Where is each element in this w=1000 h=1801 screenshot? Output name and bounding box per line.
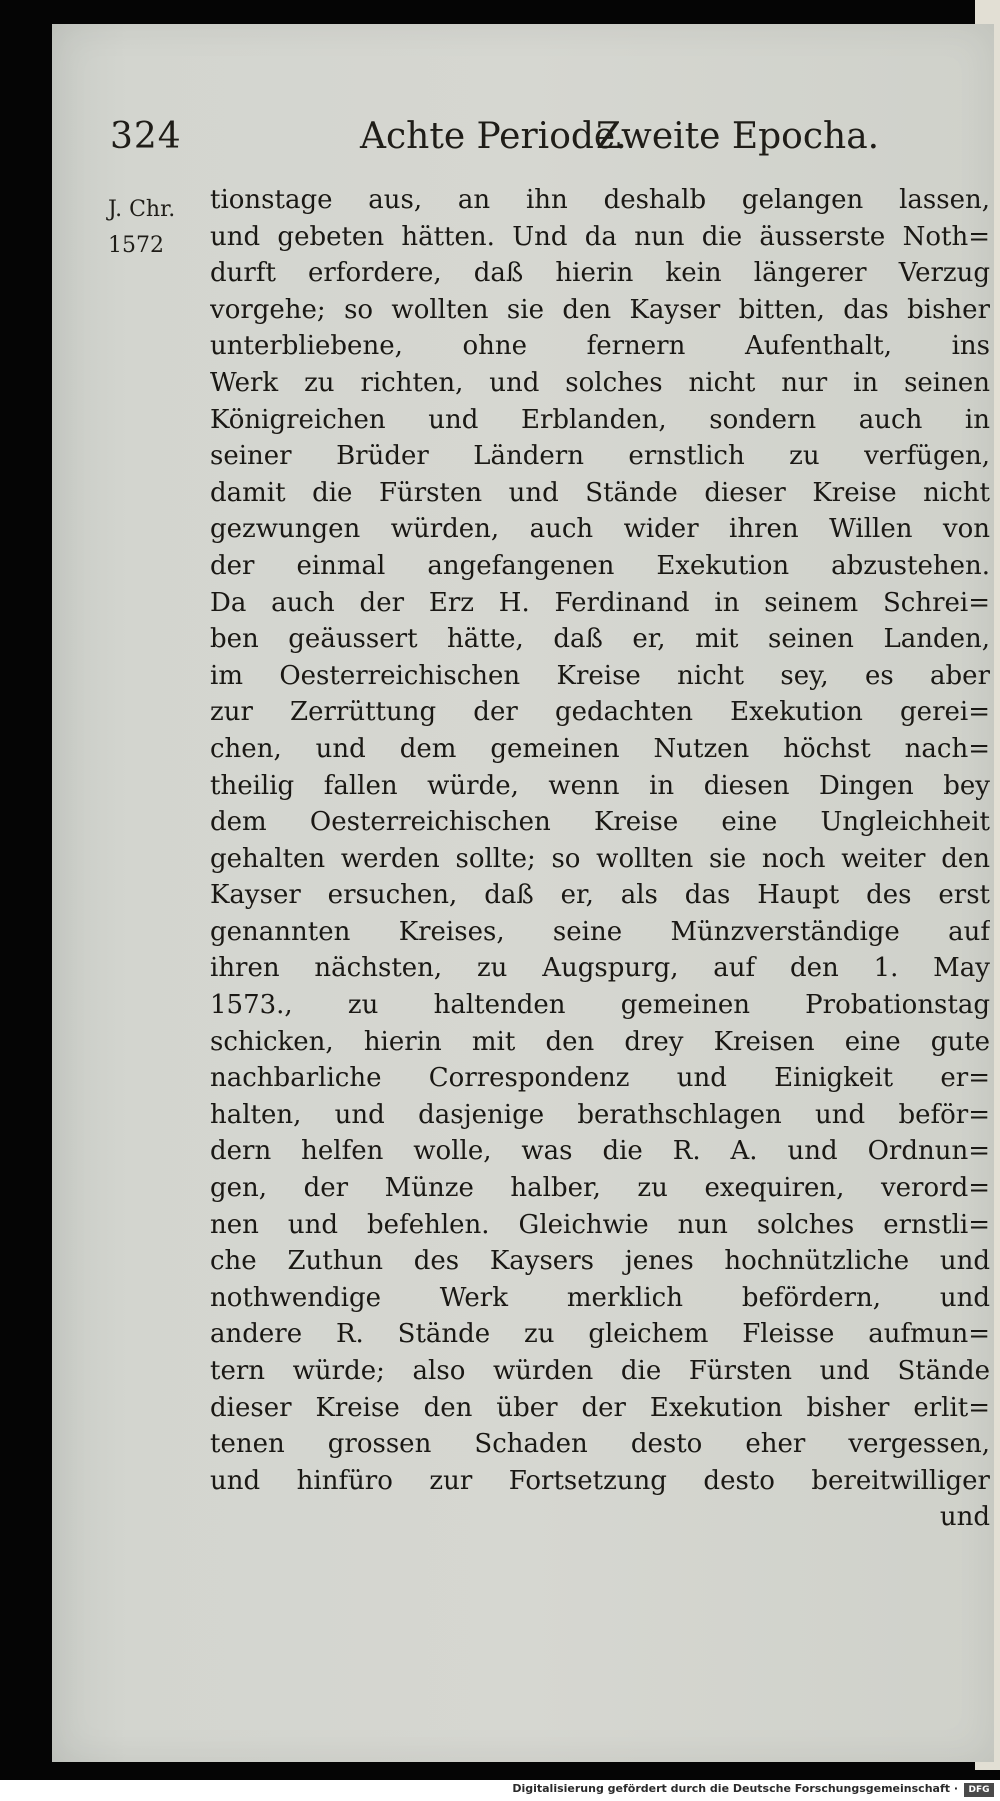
text-line: halten, und dasjenige berathschlagen und beför=	[210, 1099, 990, 1130]
running-title: Achte Periode.	[360, 116, 627, 157]
text-line: nothwendige Werk merklich befördern, und	[210, 1282, 990, 1313]
margin-era: J. Chr.	[108, 197, 176, 222]
text-line: tenen grossen Schaden desto eher vergessen,	[210, 1429, 990, 1460]
text-line: Werk zu richten, und solches nicht nur in seinen	[210, 367, 990, 398]
text-line: genannten Kreises, seine Münzverständige auf	[210, 916, 990, 947]
body-text	[210, 182, 990, 1536]
text-line: Kayser ersuchen, daß er, als das Haupt des erst	[210, 880, 990, 911]
page-number: 324	[110, 116, 182, 157]
text-line: andere R. Stände zu gleichem Fleisse aufmun=	[210, 1319, 990, 1350]
text-line: und gebeten hätten. Und da nun die äusserste Noth=	[210, 221, 990, 252]
margin-date-note	[108, 192, 204, 264]
text-line: 1573., zu haltenden gemeinen Probationstag	[210, 990, 990, 1021]
text-line: nen und befehlen. Gleichwie nun solches ernstli=	[210, 1209, 990, 1240]
text-line: tionstage aus, an ihn deshalb gelangen lassen,	[210, 185, 990, 215]
footer-bar	[0, 1780, 1000, 1801]
margin-year: 1572	[108, 233, 164, 258]
text-line: zur Zerrüttung der gedachten Exekution gerei=	[210, 697, 990, 728]
text-line: durft erfordere, daß hierin kein längerer Verzug	[210, 258, 990, 289]
text-line: gehalten werden sollte; so wollten sie noch weiter den	[210, 843, 990, 874]
text-line: im Oesterreichischen Kreise nicht sey, es aber	[210, 660, 990, 691]
text-line: schicken, hierin mit den drey Kreisen eine gute	[210, 1026, 990, 1057]
footer-credit: Digitalisierung gefördert durch die Deutsche Forschungsgemeinschaft ·	[512, 1782, 958, 1795]
running-header	[186, 116, 926, 168]
text-line: tern würde; also würden die Fürsten und Stände	[210, 1356, 990, 1386]
text-line: nachbarliche Correspondenz und Einigkeit er=	[210, 1063, 990, 1094]
text-line: chen, und dem gemeinen Nutzen höchst nach=	[210, 733, 990, 764]
book-page	[52, 24, 994, 1762]
text-line: che Zuthun des Kaysers jenes hochnützliche und	[210, 1246, 990, 1277]
text-line: theilig fallen würde, wenn in diesen Dingen bey	[210, 770, 990, 801]
text-line: Königreichen und Erblanden, sondern auch in	[210, 404, 990, 435]
running-subtitle: Zweite Epocha.	[596, 116, 880, 157]
text-line: gezwungen würden, auch wider ihren Willen von	[210, 514, 990, 545]
text-line: dem Oesterreichischen Kreise eine Ungleichheit	[210, 807, 990, 838]
text-line: dern helfen wolle, was die R. A. und Ordnun=	[210, 1136, 990, 1167]
text-line: seiner Brüder Ländern ernstlich zu verfügen,	[210, 441, 990, 472]
text-line: dieser Kreise den über der Exekution bisher erlit=	[210, 1392, 990, 1423]
text-line: der einmal angefangenen Exekution abzustehen.	[210, 550, 990, 581]
catchword: und	[939, 1502, 990, 1533]
text-line: ben geäussert hätte, daß er, mit seinen Landen,	[210, 624, 990, 655]
text-line: ihren nächsten, zu Augspurg, auf den 1. May	[210, 953, 990, 984]
text-line: Da auch der Erz H. Ferdinand in seinem Schrei=	[210, 587, 990, 618]
text-line: und hinfüro zur Fortsetzung desto bereitwilliger	[210, 1465, 990, 1496]
text-line: gen, der Münze halber, zu exequiren, verord=	[210, 1173, 990, 1204]
text-line: vorgehe; so wollten sie den Kayser bitten, das bisher	[210, 294, 990, 325]
text-line: unterbliebene, ohne fernern Aufenthalt, ins	[210, 331, 990, 362]
dfg-logo: DFG	[964, 1783, 994, 1797]
text-line: damit die Fürsten und Stände dieser Kreise nicht	[210, 477, 990, 508]
